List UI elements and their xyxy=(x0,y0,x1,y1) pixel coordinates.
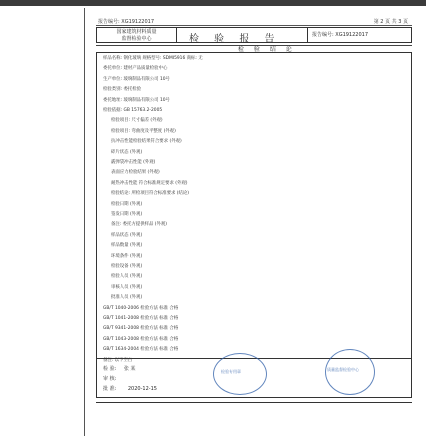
report-line: 检验项目: 尺寸偏差 (外观) xyxy=(111,118,163,124)
inspector-label: 检 验: xyxy=(103,366,117,372)
issue-date: 2020-12-15 xyxy=(127,386,157,392)
report-line: 批准人员 (外观) xyxy=(111,295,143,301)
inspection-stamp-text: 检验专用章 xyxy=(221,369,241,374)
report-line: 碎片状态 (外观) xyxy=(111,149,143,155)
report-line: 检验日期 (外观) xyxy=(111,201,143,207)
inspector-name: 张 某 xyxy=(123,366,136,372)
report-line: 检验依据: GB 15763.2-2005 xyxy=(103,108,163,113)
report-title: 检 验 报 告 xyxy=(189,34,281,45)
report-line: 检验项目: 弯曲度及平整度 (外观) xyxy=(111,128,176,134)
report-line: 样品数量 (外观) xyxy=(111,243,143,249)
top-bar xyxy=(0,0,426,6)
header-divider xyxy=(96,25,412,26)
report-line: 生产单位: 玻璃制品有限公司 10号 xyxy=(103,76,170,82)
report-line: 备注: 以下空白 xyxy=(103,357,133,363)
report-line: 样品名称: 钢化玻璃 规格型号: SDMI5916 商标: 无 xyxy=(103,56,203,61)
organization-line2: 监督检验中心 xyxy=(121,35,152,42)
report-line: 检验类别: 委托检验 xyxy=(103,87,142,93)
report-line: 签发日期 (外观) xyxy=(111,212,143,217)
bottom-rule xyxy=(96,402,412,403)
report-line: 检验人员 (外观) xyxy=(111,274,143,280)
reviewer-row xyxy=(103,375,116,382)
report-page xyxy=(88,8,420,436)
approver-row xyxy=(103,385,157,392)
organization-line1: 国家建筑材料质量 xyxy=(116,29,157,35)
header-left: 报告编号: XG19122017 xyxy=(98,19,155,25)
left-rule xyxy=(84,8,85,436)
header-right: 第 2 页 共 3 页 xyxy=(373,19,408,25)
report-line: 备注: 委托方提供样品 (外观) xyxy=(111,222,167,228)
report-line: 抗冲击性能检验结果符合要求 (外观) xyxy=(111,139,182,145)
report-line: 委托地址: 玻璃制品有限公司 10号 xyxy=(103,97,170,103)
report-number: 报告编号: XG19122017 xyxy=(307,28,411,42)
inspector-row xyxy=(103,365,135,372)
report-body xyxy=(96,52,412,398)
report-line: 耐热冲击性能 符合标准规定要求 (外观) xyxy=(111,180,188,186)
reviewer-label: 审 核: xyxy=(103,376,117,382)
report-line: GB/T 1043-2008 检验方法 标准 合格 xyxy=(103,336,179,342)
report-line: 审核人员 (外观) xyxy=(111,284,143,290)
report-line: GB/T 1041-2008 检验方法 标准 合格 xyxy=(103,316,179,321)
report-line: 检验设备 (外观) xyxy=(111,264,143,269)
report-line: 检验结论: 所检项目符合标准要求 (结论) xyxy=(111,191,189,197)
report-line: 环境条件 (外观) xyxy=(111,253,143,259)
report-line: 霰弹袋冲击性能 (外观) xyxy=(111,160,156,165)
report-line: 委托单位: 建材产品质量检验中心 xyxy=(103,66,168,72)
approver-label: 批 准: xyxy=(103,386,117,392)
signature-box xyxy=(96,358,412,398)
report-line: GB/T 1040-2006 检验方法 标准 合格 xyxy=(103,305,179,311)
report-line: GB/T 1634-2004 检验方法 标准 合格 xyxy=(103,347,179,353)
title-box xyxy=(96,27,412,43)
organization xyxy=(97,28,177,42)
report-line: 表面应力检验结果 (外观) xyxy=(111,170,160,176)
section-title: 检 验 结 论 xyxy=(238,46,296,53)
report-line: GB/T 9341-2008 检验方法 标准 合格 xyxy=(103,326,179,332)
report-line: 样品状态 (外观) xyxy=(111,232,143,238)
center-stamp-text: 质量监督检验中心 xyxy=(327,367,359,372)
